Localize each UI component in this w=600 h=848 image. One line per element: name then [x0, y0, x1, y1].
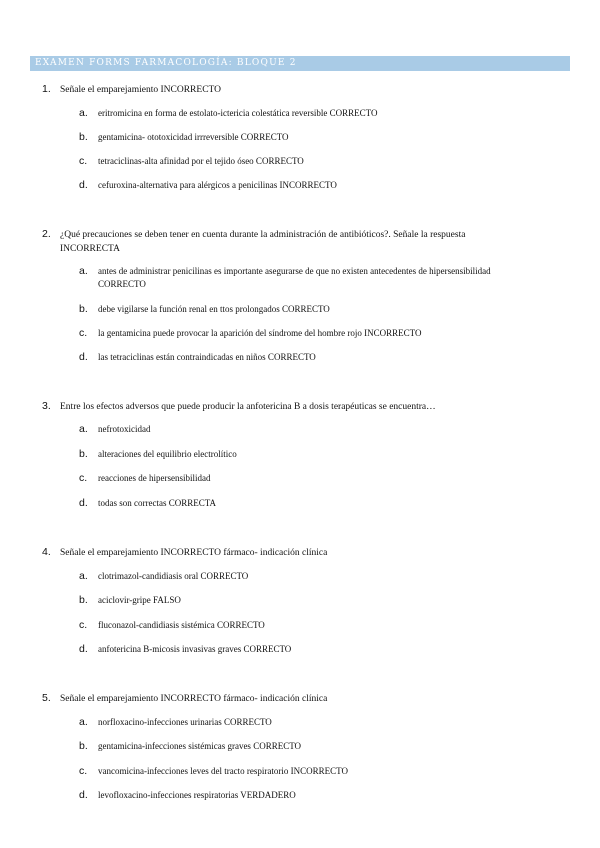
option-letter: d. [79, 643, 88, 655]
option-text: norfloxacino-infecciones urinarias CORRECTO [98, 717, 272, 727]
option-letter: d. [79, 179, 88, 191]
question-number: 2. [42, 228, 51, 240]
option-text: aciclovir-gripe FALSO [98, 595, 181, 605]
exam-title: EXAMEN FORMS FARMACOLOGÍA: BLOQUE 2 [35, 58, 297, 68]
option-letter: c. [79, 327, 88, 339]
option-letter: c. [79, 765, 88, 777]
option-text: todas son correctas CORRECTA [98, 498, 217, 508]
option-letter: b. [79, 131, 88, 143]
question-number: 4. [42, 546, 51, 558]
option-letter: a. [79, 107, 88, 119]
option-text: la gentamicina puede provocar la aparición del síndrome del hombre rojo INCORRECTO [98, 328, 422, 338]
question-number: 3. [42, 400, 51, 412]
question-number: 5. [42, 692, 51, 704]
question-text: Señale el emparejamiento INCORRECTO fármaco- indicación clínica [60, 694, 328, 704]
option-letter: c. [79, 472, 88, 484]
option-text: vancomicina-infecciones leves del tracto respiratorio INCORRECTO [98, 766, 349, 776]
option-text: gentamicina-infecciones sistémicas graves CORRECTO [98, 741, 302, 751]
option-letter: b. [79, 448, 88, 460]
question-text: Señale el emparejamiento INCORRECTO fármaco- indicación clínica [60, 548, 328, 558]
option-text: nefrotoxicidad [98, 424, 151, 434]
option-text: gentamicina- ototoxicidad irrreversible CORRECTO [98, 132, 289, 142]
option-letter: a. [79, 716, 88, 728]
option-text: tetraciclinas-alta afinidad por el tejido óseo CORRECTO [98, 156, 304, 166]
option-letter: a. [79, 570, 88, 582]
question-text: ¿Qué precauciones se deben tener en cuenta durante la administración de antibióticos?. Señale la respuesta INCORRECTA [60, 230, 466, 254]
option-text: antes de administrar penicilinas es importante asegurarse de que no existen antecedentes de hipersensibilidad CORRECTO [98, 266, 491, 289]
option-text: alteraciones del equilibrio electrolítico [98, 449, 237, 459]
option-letter: d. [79, 497, 88, 509]
option-letter: b. [79, 740, 88, 752]
option-letter: a. [79, 423, 88, 435]
option-letter: b. [79, 594, 88, 606]
option-letter: d. [79, 351, 88, 363]
option-letter: b. [79, 303, 88, 315]
question-text: Señale el emparejamiento INCORRECTO [60, 85, 222, 95]
option-letter: c. [79, 155, 88, 167]
option-letter: d. [79, 789, 88, 801]
option-letter: a. [79, 265, 88, 277]
option-letter: c. [79, 619, 88, 631]
option-text: cefuroxina-alternativa para alérgicos a penicilinas INCORRECTO [98, 180, 337, 190]
option-text: eritromicina en forma de estolato-ictericia colestática reversible CORRECTO [98, 108, 378, 118]
option-text: reacciones de hipersensibilidad [98, 473, 211, 483]
option-text: levofloxacino-infecciones respiratorias VERDADERO [98, 790, 296, 800]
question-text: Entre los efectos adversos que puede producir la anfotericina B a dosis terapéuticas se encuentra… [60, 402, 436, 412]
option-text: debe vigilarse la función renal en ttos prolongados CORRECTO [98, 304, 330, 314]
option-text: anfotericina B-micosis invasivas graves CORRECTO [98, 644, 292, 654]
exam-title-banner [30, 56, 570, 71]
option-text: las tetraciclinas están contraindicadas en niños CORRECTO [98, 352, 316, 362]
question-number: 1. [42, 83, 51, 95]
option-text: fluconazol-candidiasis sistémica CORRECTO [98, 620, 265, 630]
option-text: clotrimazol-candidiasis oral CORRECTO [98, 571, 249, 581]
